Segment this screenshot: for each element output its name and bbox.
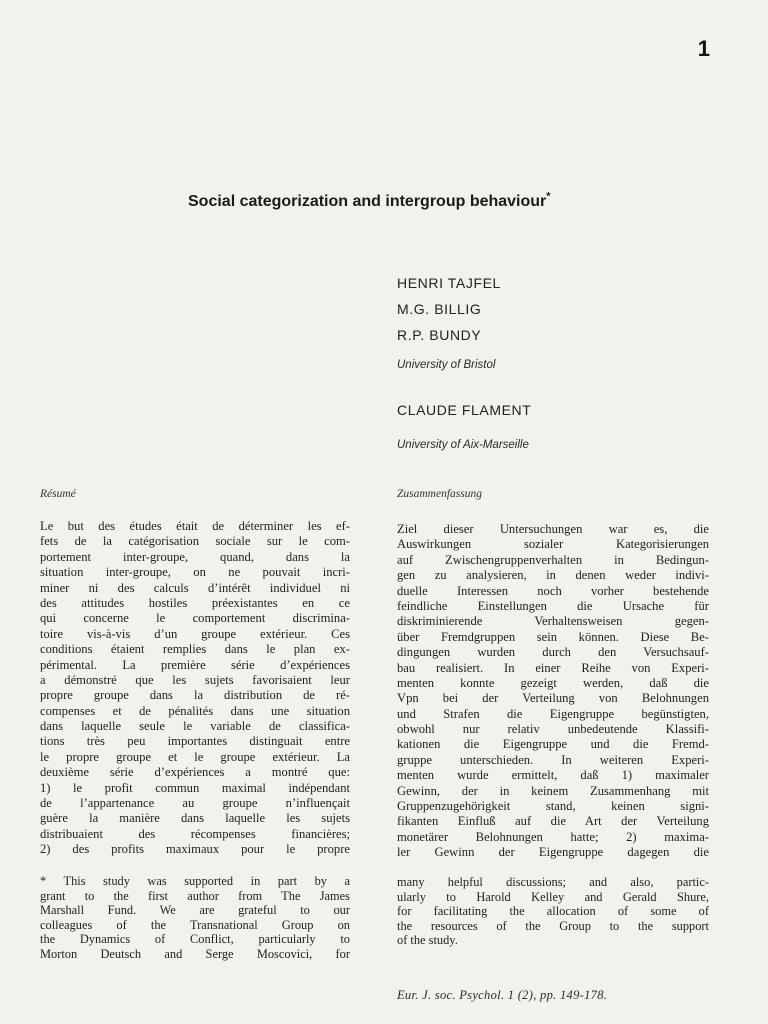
text-line: grant to the first author from The James	[40, 888, 350, 903]
text-line: fets de la catégorisation sociale sur le com-	[40, 534, 350, 549]
text-line: situation inter-groupe, on ne pouvait incri-	[40, 565, 350, 580]
text-line: périmental. La première série d’expériences	[40, 657, 350, 672]
text-line: propre groupe dans la distribution de ré-	[40, 688, 350, 703]
text-line: dingungen wurden durch den Versuchsauf-	[397, 645, 709, 660]
text-line: ler Gewinn der Eigengruppe dagegen die	[397, 845, 709, 860]
text-line: Vpn bei der Verteilung von Belohnungen	[397, 691, 709, 706]
zusammenfassung-text	[397, 522, 709, 861]
text-line: Gruppenzugehörigkeit stand, keinen signi-	[397, 799, 709, 814]
resume-text	[40, 519, 350, 858]
text-line: des attitudes hostiles préexistantes en ce	[40, 595, 350, 610]
author-list	[397, 273, 501, 351]
text-line: many helpful discussions; and also, partic-	[397, 875, 709, 889]
text-line: über Fremdgruppen sein können. Diese Be-	[397, 629, 709, 644]
text-line: dans laquelle seule le variable de classifica-	[40, 719, 350, 734]
title-footnote-mark: *	[546, 190, 551, 203]
text-line: * This study was supported in part by a	[40, 874, 350, 888]
text-line: Auswirkungen sozialer Kategorisierungen	[397, 537, 709, 552]
text-line: gen zu analysieren, in denen weder indivi-	[397, 568, 709, 583]
text-line: guère la manière dans laquelle les sujets	[40, 811, 350, 826]
text-line: auf Zwischengruppenverhalten in Bedingun-	[397, 552, 709, 567]
author-name: HENRI TAJFEL	[397, 275, 501, 291]
text-line: obwohl nur relativ unbedeutende Klassifi-	[397, 722, 709, 737]
text-line: Gewinn, der in keinem Zusammenhang mit	[397, 783, 709, 798]
text-line: deuxième série d’expériences a montré que:	[40, 765, 350, 780]
text-line: de l’appartenance au groupe n’influençait	[40, 796, 350, 811]
text-line: the resources of the Group to the support	[397, 918, 709, 933]
text-line: und Strafen die Eigengruppe begünstigten,	[397, 706, 709, 721]
text-line: duelle Interessen noch vorher bestehende	[397, 583, 709, 598]
page-number: 1	[697, 36, 710, 61]
text-line: monetärer Belohnungen hatte; 2) maxima-	[397, 829, 709, 844]
text-line: bau realisiert. In einer Reihe von Experi-	[397, 660, 709, 675]
text-line: 1) le profit commun maximal indépendant	[40, 780, 350, 795]
text-line: Ziel dieser Untersuchungen war es, die	[397, 522, 709, 536]
text-line: the Dynamics of Conflict, particularly to	[40, 932, 350, 947]
resume-heading: Résumé	[40, 488, 76, 500]
text-line: le propre groupe et le groupe extérieur. La	[40, 749, 350, 764]
text-line: gruppe unterschieden. In weiteren Experi-	[397, 752, 709, 767]
footnote-continuation	[397, 875, 709, 948]
author-name: M.G. BILLIG	[397, 301, 482, 317]
text-line: portement inter-groupe, quand, dans la	[40, 549, 350, 564]
text-line: qui concerne le comportement discrimina-	[40, 611, 350, 626]
zusammenfassung-heading: Zusammenfassung	[397, 488, 482, 500]
text-line: 2) des profits maximaux pour le propre	[40, 842, 350, 857]
text-line: compenses et de pénalités dans une situation	[40, 703, 350, 718]
text-line: menten wurde ermittelt, daß 1) maximaler	[397, 768, 709, 783]
text-line: of the study.	[397, 933, 458, 948]
text-line: colleagues of the Transnational Group on	[40, 917, 350, 932]
author-name: R.P. BUNDY	[397, 327, 482, 343]
author-name: CLAUDE FLAMENT	[397, 402, 532, 418]
text-line: conditions étaient remplies dans le plan ex-	[40, 642, 350, 657]
text-line: menten konnte gezeigt werden, daß die	[397, 675, 709, 690]
article-title-text: Social categorization and intergroup behaviour	[188, 193, 547, 210]
text-line: distribuaient des récompenses financières;	[40, 826, 350, 841]
text-line: ularly to Harold Kelley and Gerald Shure,	[397, 889, 709, 904]
affiliation-bristol: University of Bristol	[397, 359, 496, 371]
text-line: Le but des études était de déterminer les ef-	[40, 519, 350, 533]
text-line: toire vis-à-vis d’un groupe extérieur. Ces	[40, 626, 350, 641]
text-line: miner ni des calculs d’intérêt individuel ni	[40, 580, 350, 595]
text-line: diskriminierende Verhaltensweisen gegen-	[397, 614, 709, 629]
journal-citation: Eur. J. soc. Psychol. 1 (2), pp. 149-178.	[397, 988, 608, 1002]
text-line: Morton Deutsch and Serge Moscovici, for	[40, 946, 350, 961]
text-line: feindliche Einstellungen die Ursache für	[397, 598, 709, 613]
text-line: fikanten Einfluß auf die Art der Verteilung	[397, 814, 709, 829]
text-line: kationen die Eigengruppe und die Fremd-	[397, 737, 709, 752]
text-line: a démonstré que les sujets favorisaient leur	[40, 672, 350, 687]
text-line: tions très peu importantes distinguait entre	[40, 734, 350, 749]
article-title	[188, 190, 728, 211]
text-line: for facilitating the allocation of some of	[397, 904, 709, 919]
affiliation-aix-marseille: University of Aix-Marseille	[397, 439, 529, 451]
footnote	[40, 874, 350, 962]
text-line: Marshall Fund. We are grateful to our	[40, 903, 350, 918]
